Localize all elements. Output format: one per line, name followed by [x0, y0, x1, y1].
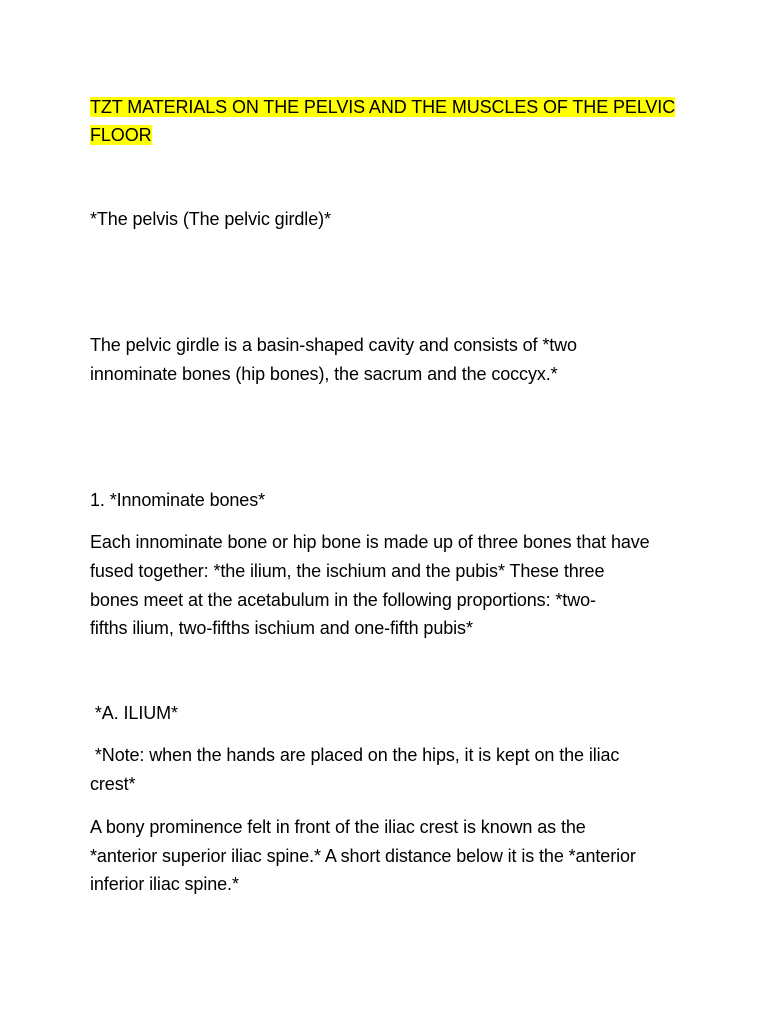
- section-1-heading: 1. *Innominate bones*: [90, 490, 266, 510]
- intro-line-1: The pelvic girdle is a basin-shaped cavity and consists of *two: [90, 335, 577, 355]
- intro-line-2: innominate bones (hip bones), the sacrum and the coccyx.*: [90, 364, 558, 384]
- title-highlight: FLOOR: [90, 125, 152, 145]
- section-1-line-1: Each innominate bone or hip bone is made up of three bones that have: [90, 532, 650, 552]
- note-line-1: *Note: when the hands are placed on the hips, it is kept on the iliac: [90, 745, 620, 765]
- section-subtitle: *The pelvis (The pelvic girdle)*: [90, 209, 331, 229]
- section-1-line-3: bones meet at the acetabulum in the following proportions: *two-: [90, 590, 596, 610]
- title-highlight: TZT MATERIALS ON THE PELVIS AND THE MUSCLES OF THE PELVIC: [90, 97, 676, 117]
- section-1-line-2: fused together: *the ilium, the ischium and the pubis* These three: [90, 561, 605, 581]
- note-line-2: crest*: [90, 774, 136, 794]
- paragraph-line-2: *anterior superior iliac spine.* A short distance below it is the *anterior: [90, 846, 636, 866]
- document-title-line-1: [90, 93, 675, 122]
- paragraph-line-1: A bony prominence felt in front of the iliac crest is known as the: [90, 817, 586, 837]
- document-title-line-2: [90, 121, 152, 150]
- paragraph-line-3: inferior iliac spine.*: [90, 874, 239, 894]
- section-1-line-4: fifths ilium, two-fifths ischium and one-fifth pubis*: [90, 618, 473, 638]
- section-a-heading: *A. ILIUM*: [90, 703, 178, 723]
